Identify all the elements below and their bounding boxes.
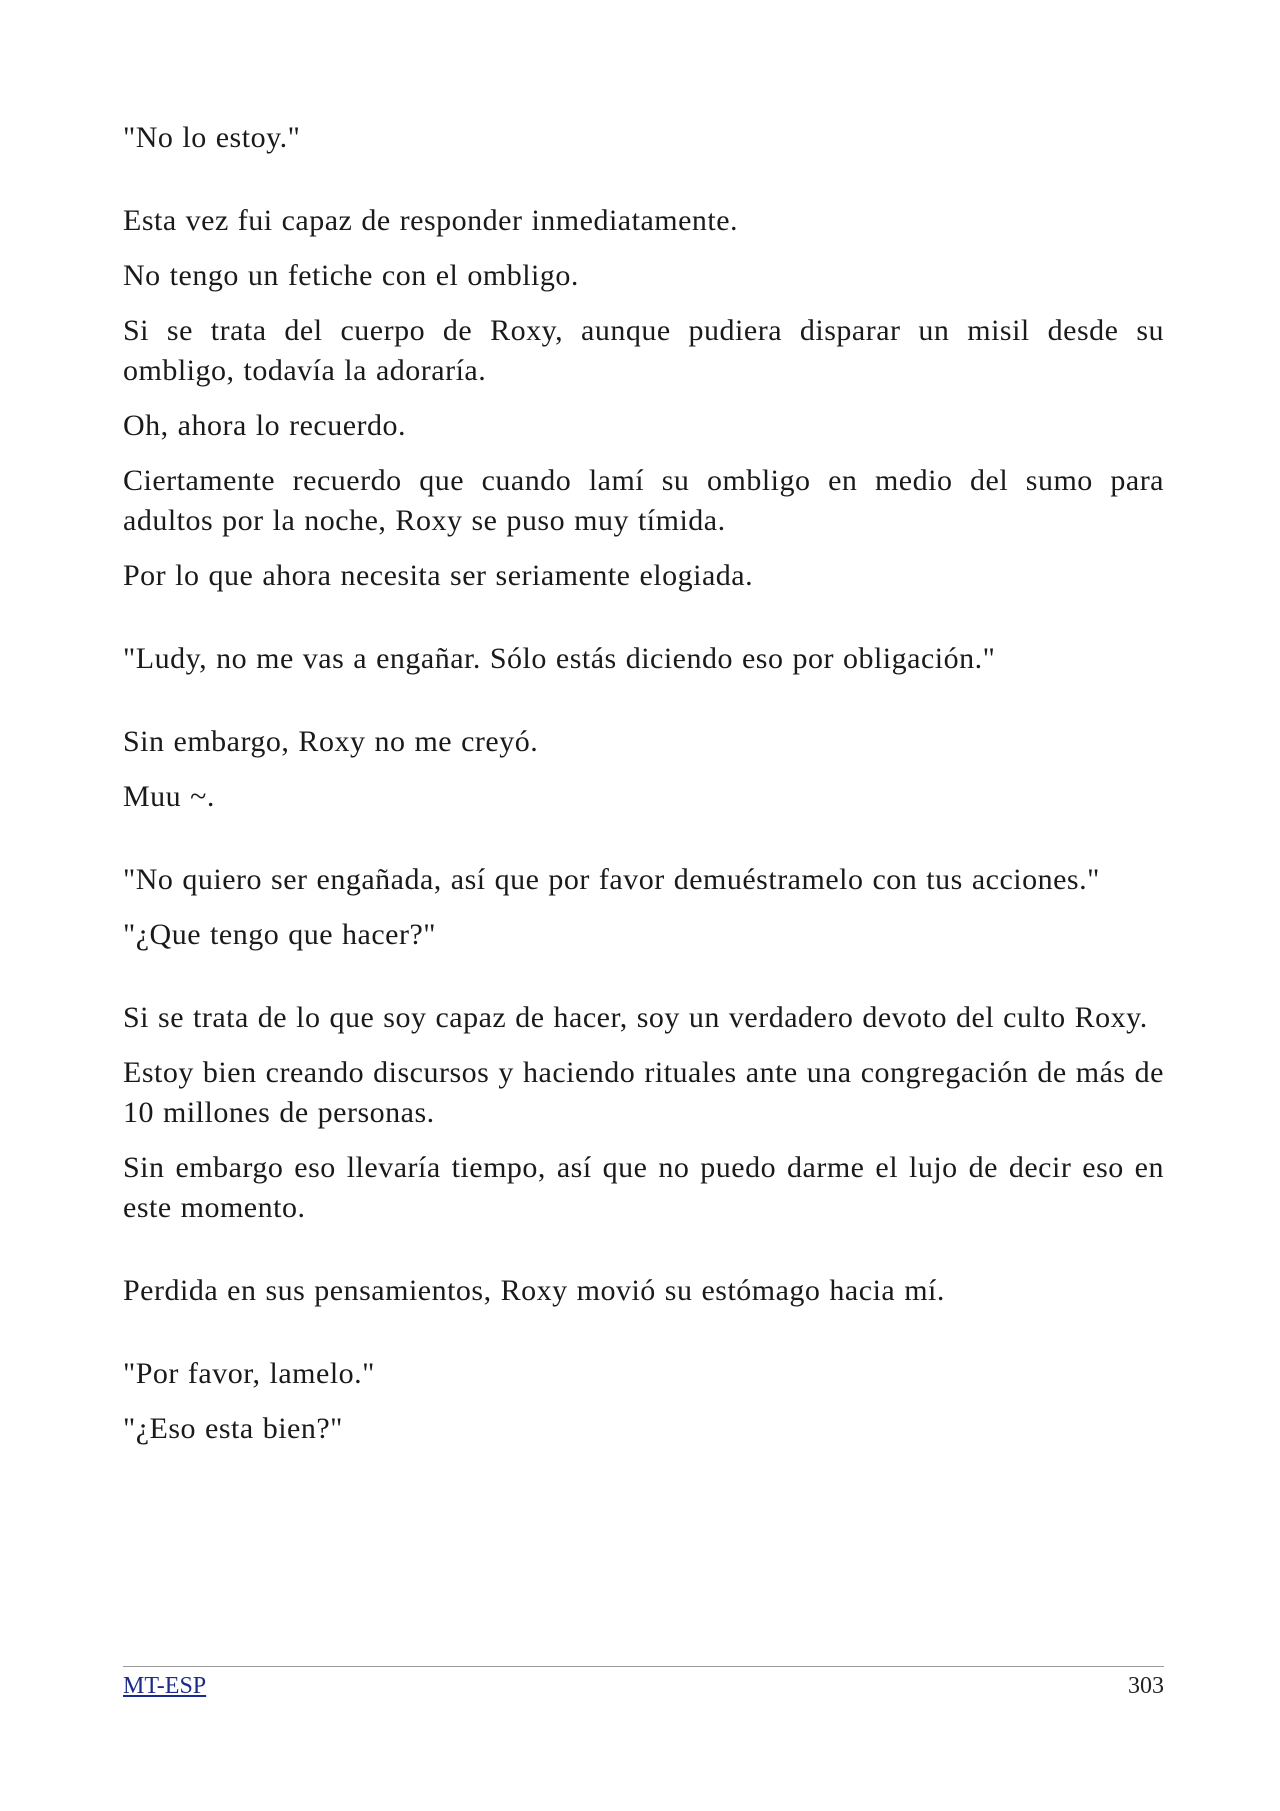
page-footer xyxy=(123,1666,1164,1700)
paragraph: No tengo un fetiche con el ombligo. xyxy=(123,259,579,292)
footer-link[interactable]: MT-ESP xyxy=(123,1673,207,1699)
footer-row xyxy=(123,1672,1164,1700)
page-number: 303 xyxy=(1128,1673,1164,1699)
paragraph: Sin embargo, Roxy no me creyó. xyxy=(123,725,539,758)
paragraph: Estoy bien creando discursos y haciendo rituales ante una congregación de más de 10 millones de personas. xyxy=(123,1056,1164,1129)
paragraph: Muu ~. xyxy=(123,780,215,813)
paragraph: Por lo que ahora necesita ser seriamente elogiada. xyxy=(123,559,754,592)
paragraph: Ciertamente recuerdo que cuando lamí su ombligo en medio del sumo para adultos por la noche, Roxy se puso muy tímida. xyxy=(123,464,1164,537)
paragraph: Sin embargo eso llevaría tiempo, así que no puedo darme el lujo de decir eso en este momento. xyxy=(123,1151,1164,1224)
paragraph: "Ludy, no me vas a engañar. Sólo estás diciendo eso por obligación." xyxy=(123,642,996,675)
paragraph: Si se trata de lo que soy capaz de hacer, soy un verdadero devoto del culto Roxy. xyxy=(123,1001,1148,1034)
footer-divider xyxy=(123,1666,1164,1667)
paragraph: Esta vez fui capaz de responder inmediatamente. xyxy=(123,204,739,237)
paragraph: "¿Eso esta bien?" xyxy=(123,1412,343,1445)
paragraph: "Por favor, lamelo." xyxy=(123,1357,375,1390)
paragraph: "No quiero ser engañada, así que por favor demuéstramelo con tus acciones." xyxy=(123,863,1100,896)
paragraph: "No lo estoy." xyxy=(123,121,301,154)
paragraph: "¿Que tengo que hacer?" xyxy=(123,918,437,951)
paragraph: Oh, ahora lo recuerdo. xyxy=(123,409,407,442)
paragraph: Si se trata del cuerpo de Roxy, aunque pudiera disparar un misil desde su ombligo, todavía la adoraría. xyxy=(123,314,1164,387)
paragraph: Perdida en sus pensamientos, Roxy movió su estómago hacia mí. xyxy=(123,1274,945,1307)
page-body xyxy=(123,118,1164,1449)
